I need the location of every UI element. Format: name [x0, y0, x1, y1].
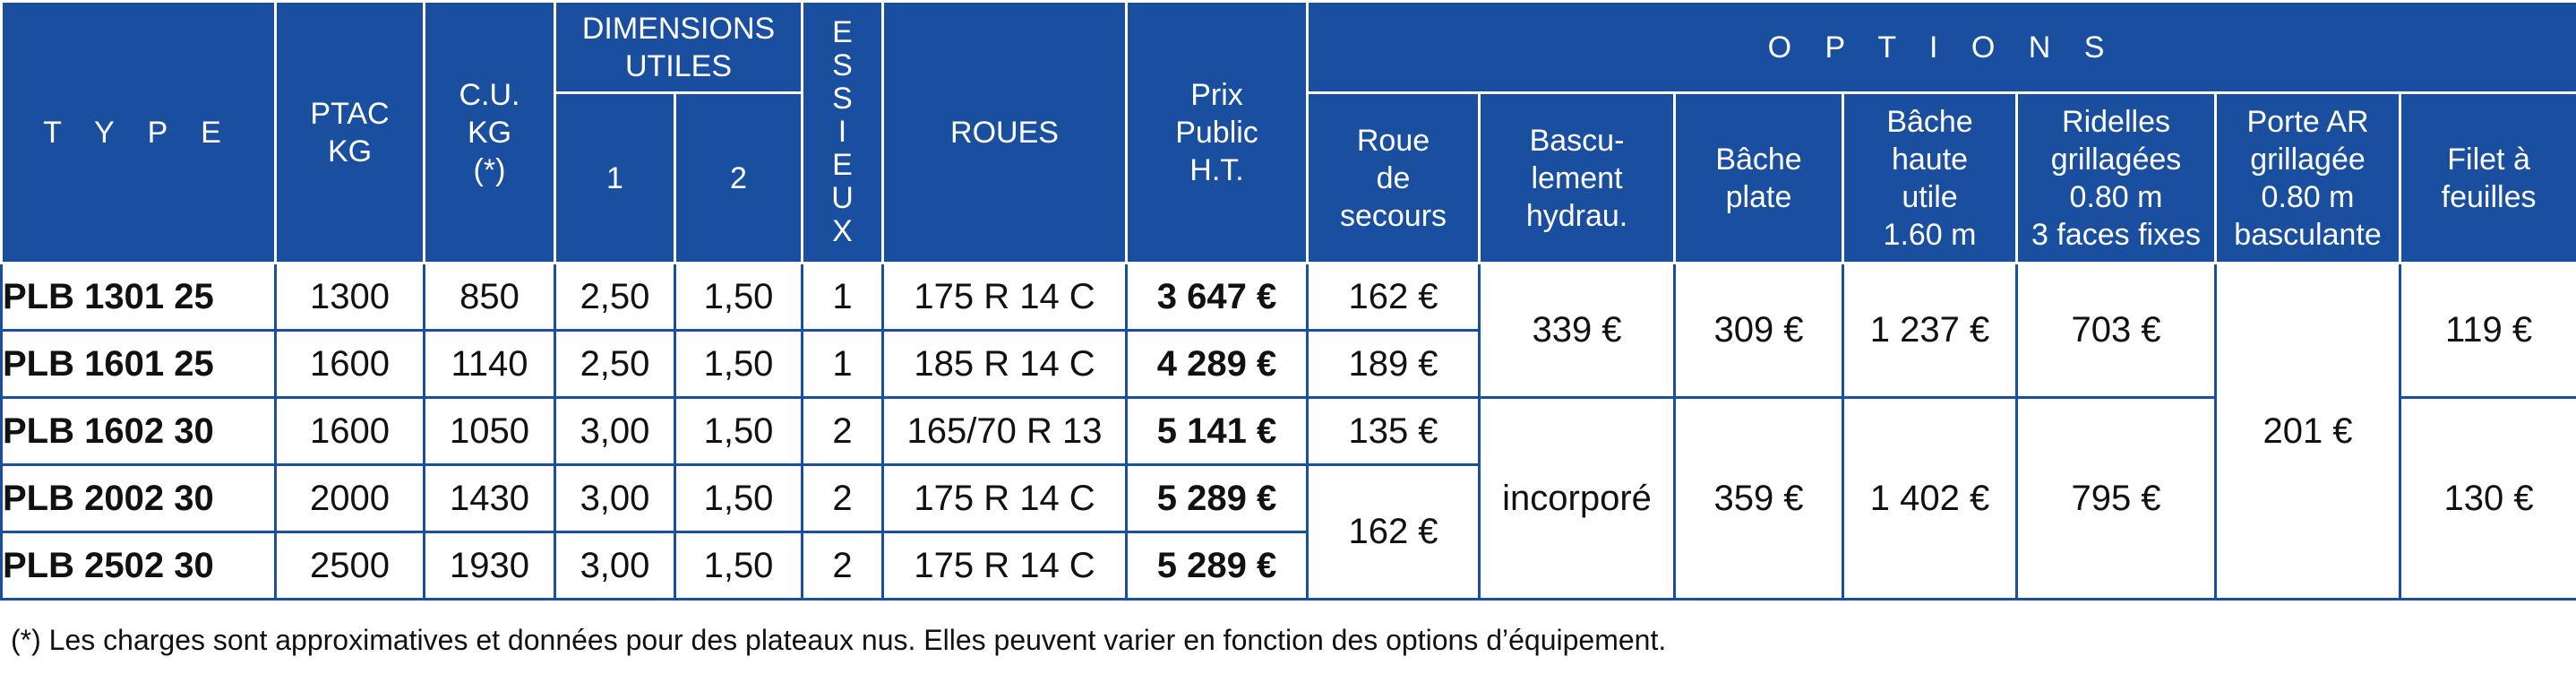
cell-roues: 185 R 14 C [883, 331, 1127, 398]
header-essieux: E S S I E U X [803, 2, 883, 264]
cell-roue-secours: 189 € [1308, 331, 1480, 398]
cell-ridelles: 703 € [2017, 264, 2216, 398]
cell-dim2: 1,50 [675, 532, 803, 600]
header-roue-secours: Roue de secours [1308, 93, 1480, 264]
cell-bache-haute: 1 402 € [1843, 398, 2017, 600]
header-ptac: PTAC KG [276, 2, 425, 264]
cell-bache-haute: 1 237 € [1843, 264, 2017, 398]
cell-ptac: 1600 [276, 398, 425, 465]
cell-roues: 165/70 R 13 [883, 398, 1127, 465]
cell-filet: 130 € [2400, 398, 2576, 600]
footnote: (*) Les charges sont approximatives et données pour des plateaux nus. Elles peuvent varier en fonction des options d’équipement. [11, 624, 1667, 656]
cell-prix: 5 141 € [1127, 398, 1308, 465]
cell-cu: 1140 [425, 331, 555, 398]
cell-type: PLB 1602 30 [2, 398, 276, 465]
cell-ptac: 1300 [276, 264, 425, 331]
cell-dim1: 3,00 [555, 398, 675, 465]
header-dim2: 2 [675, 93, 803, 264]
cell-prix: 5 289 € [1127, 532, 1308, 600]
cell-dim1: 3,00 [555, 532, 675, 600]
cell-type: PLB 1301 25 [2, 264, 276, 331]
cell-ptac: 1600 [276, 331, 425, 398]
cell-essieux: 1 [803, 331, 883, 398]
cell-dim2: 1,50 [675, 331, 803, 398]
header-cu: C.U. KG (*) [425, 2, 555, 264]
cell-cu: 850 [425, 264, 555, 331]
cell-type: PLB 2002 30 [2, 465, 276, 532]
cell-dim1: 2,50 [555, 331, 675, 398]
cell-prix: 5 289 € [1127, 465, 1308, 532]
header-dimensions: DIMENSIONS UTILES [555, 2, 803, 93]
cell-roue-secours: 135 € [1308, 398, 1480, 465]
cell-roues: 175 R 14 C [883, 264, 1127, 331]
cell-dim2: 1,50 [675, 264, 803, 331]
cell-essieux: 2 [803, 398, 883, 465]
cell-roues: 175 R 14 C [883, 465, 1127, 532]
cell-prix: 3 647 € [1127, 264, 1308, 331]
cell-porte-ar: 201 € [2216, 264, 2400, 600]
cell-cu: 1930 [425, 532, 555, 600]
cell-dim1: 2,50 [555, 264, 675, 331]
cell-filet: 119 € [2400, 264, 2576, 398]
cell-ptac: 2000 [276, 465, 425, 532]
cell-type: PLB 2502 30 [2, 532, 276, 600]
cell-prix: 4 289 € [1127, 331, 1308, 398]
cell-bache-plate: 309 € [1675, 264, 1843, 398]
cell-basculement: incorporé [1480, 398, 1675, 600]
header-filet: Filet à feuilles [2400, 93, 2576, 264]
cell-roue-secours: 162 € [1308, 264, 1480, 331]
cell-type: PLB 1601 25 [2, 331, 276, 398]
header-bache-haute: Bâche haute utile 1.60 m [1843, 93, 2017, 264]
cell-essieux: 2 [803, 465, 883, 532]
header-porte-ar: Porte AR grillagée 0.80 m basculante [2216, 93, 2400, 264]
header-roues: ROUES [883, 2, 1127, 264]
table-row [2, 264, 2576, 331]
cell-essieux: 2 [803, 532, 883, 600]
cell-basculement: 339 € [1480, 264, 1675, 398]
header-options: O P T I O N S [1308, 2, 2576, 93]
cell-cu: 1050 [425, 398, 555, 465]
header-type: T Y P E [2, 2, 276, 264]
cell-dim2: 1,50 [675, 398, 803, 465]
cell-ridelles: 795 € [2017, 398, 2216, 600]
cell-essieux: 1 [803, 264, 883, 331]
header-ridelles: Ridelles grillagées 0.80 m 3 faces fixes [2017, 93, 2216, 264]
cell-cu: 1430 [425, 465, 555, 532]
header-bache-plate: Bâche plate [1675, 93, 1843, 264]
cell-ptac: 2500 [276, 532, 425, 600]
header-basculement: Bascu- lement hydrau. [1480, 93, 1675, 264]
cell-dim1: 3,00 [555, 465, 675, 532]
cell-bache-plate: 359 € [1675, 398, 1843, 600]
header-dim1: 1 [555, 93, 675, 264]
cell-roues: 175 R 14 C [883, 532, 1127, 600]
table-row [2, 398, 2576, 465]
cell-roue-secours: 162 € [1308, 465, 1480, 600]
cell-dim2: 1,50 [675, 465, 803, 532]
header-prix: Prix Public H.T. [1127, 2, 1308, 264]
